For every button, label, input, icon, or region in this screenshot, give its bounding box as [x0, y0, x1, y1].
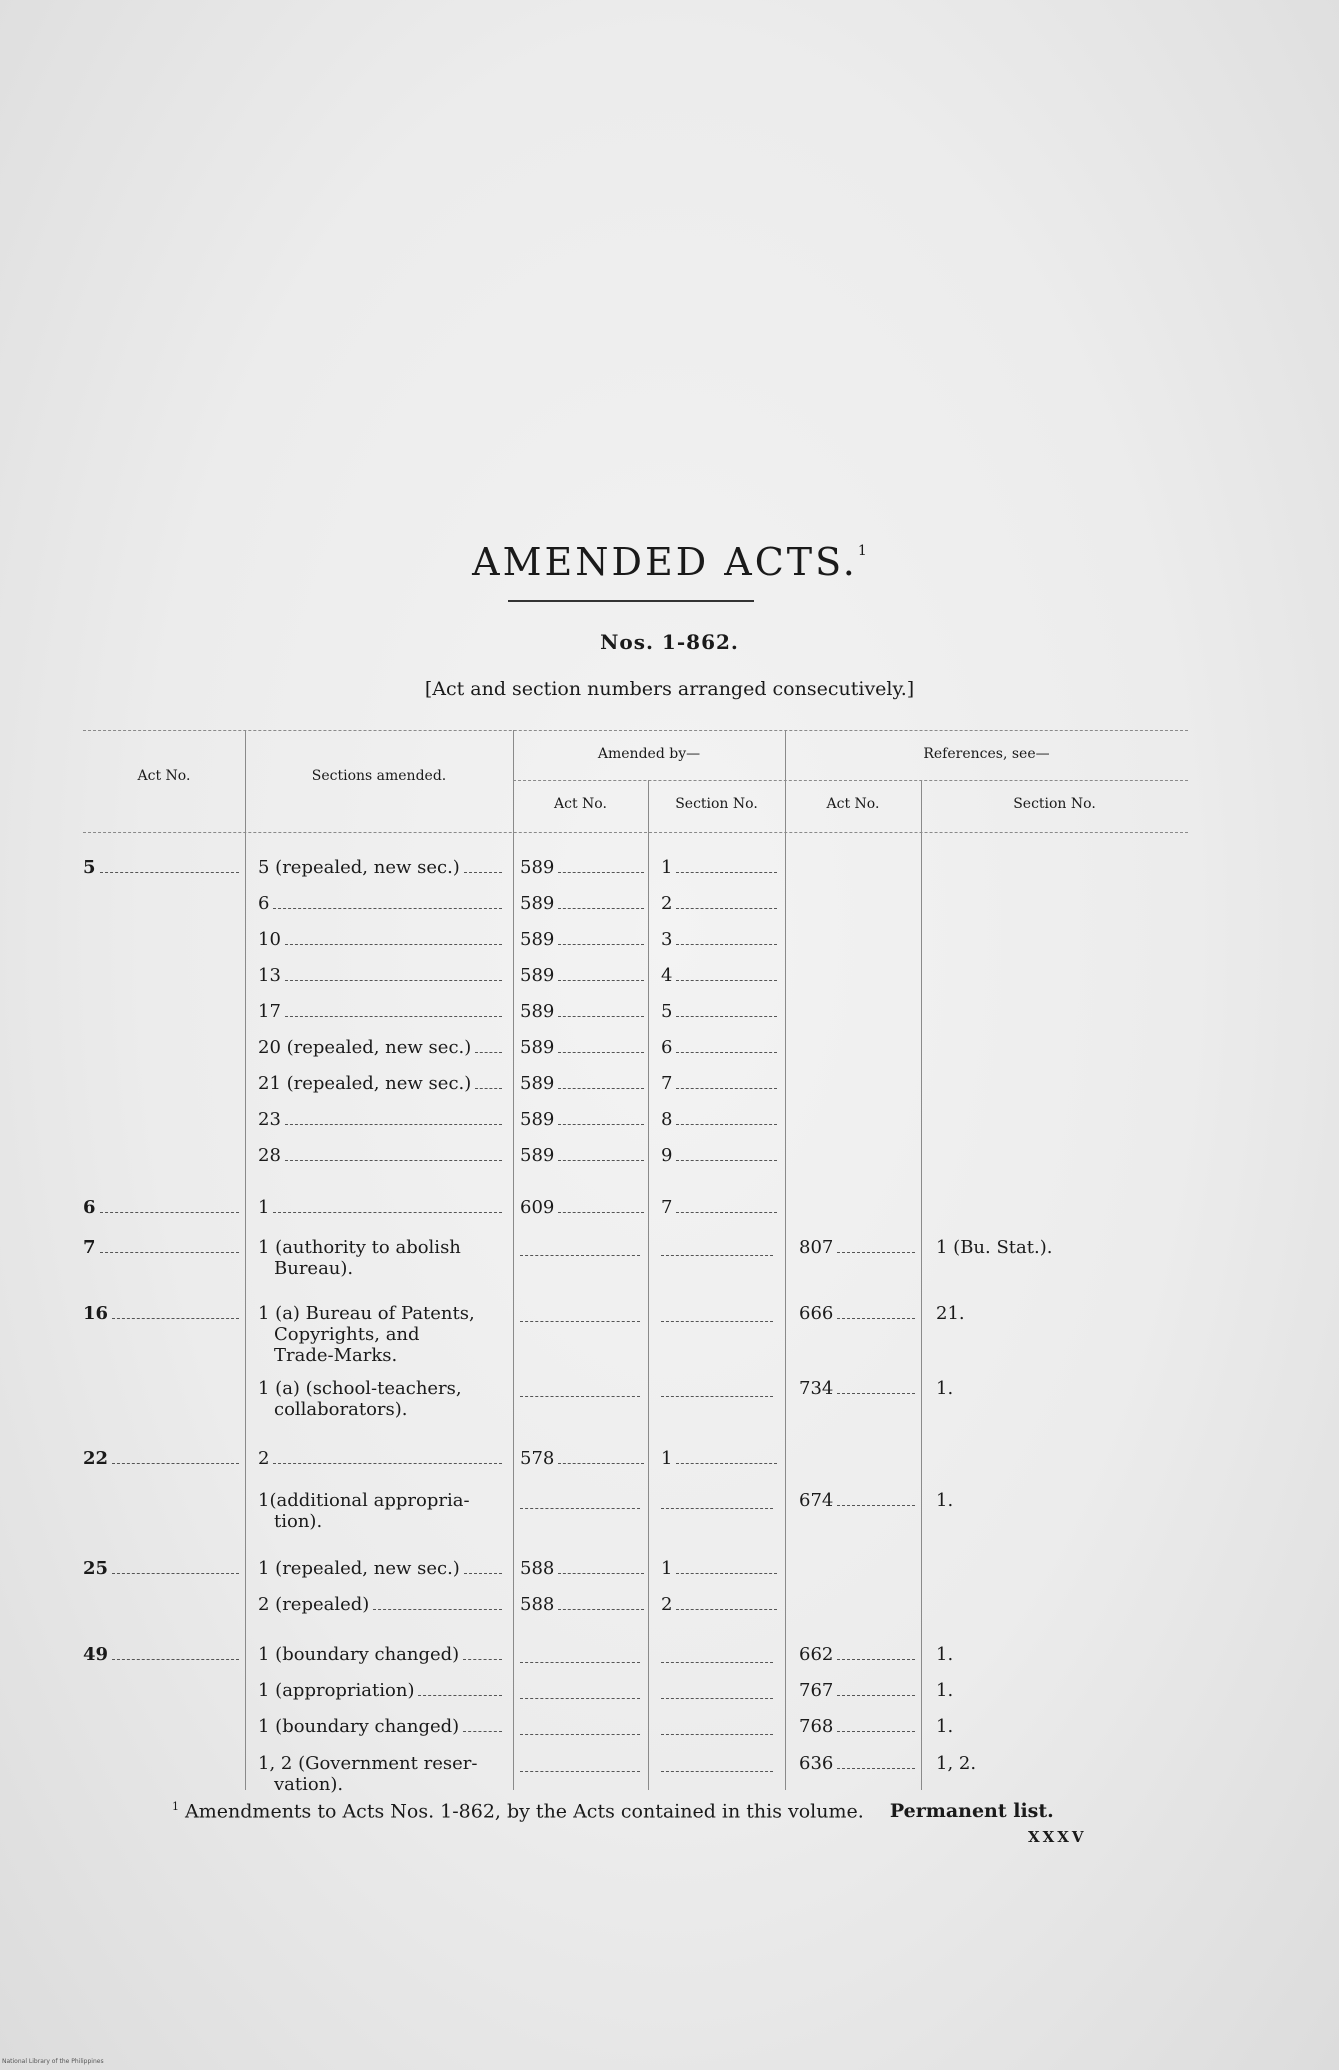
sections-amended-cell — [258, 1037, 506, 1058]
dot-leader — [100, 1252, 239, 1253]
amended-by-act-empty — [520, 1378, 648, 1397]
dot-leader — [273, 1463, 502, 1464]
amended-by-act: 589 — [520, 1145, 555, 1166]
amended-by-act: 588 — [520, 1594, 555, 1615]
amended-by-section: 9 — [661, 1145, 673, 1166]
section-line: 1(additional appropria- — [258, 1490, 470, 1511]
amended-by-act: 589 — [520, 1073, 555, 1094]
dot-leader — [837, 1318, 915, 1319]
act-number-cell — [83, 1237, 243, 1258]
section-line: 10 — [258, 929, 281, 950]
sections-amended-cell — [258, 1490, 506, 1532]
section-line: 20 (repealed, new sec.) — [258, 1037, 472, 1058]
amended-by-act-empty — [520, 1716, 648, 1735]
amended-by-section-empty — [661, 1237, 781, 1256]
reference-act-cell — [799, 1378, 919, 1399]
sections-amended-cell — [258, 893, 506, 914]
section-line: 13 — [258, 965, 281, 986]
column-divider — [921, 780, 922, 1790]
act-number-cell — [83, 1644, 243, 1665]
amended-acts-table — [83, 730, 1188, 1795]
act-number: 7 — [83, 1237, 96, 1258]
reference-section-cell — [936, 1680, 1176, 1701]
reference-act: 767 — [799, 1680, 834, 1701]
dot-leader — [558, 1016, 644, 1017]
amended-by-section: 3 — [661, 929, 673, 950]
dot-leader — [676, 1160, 777, 1161]
reference-act-cell — [799, 1716, 919, 1737]
reference-section: 1. — [936, 1490, 954, 1511]
act-number: 22 — [83, 1448, 109, 1469]
amended-by-section-cell — [661, 1594, 781, 1615]
amended-by-section-cell — [661, 929, 781, 950]
dot-leader — [475, 1052, 502, 1053]
amended-by-act-cell — [520, 1109, 648, 1130]
reference-section-cell — [936, 1753, 1176, 1774]
amended-by-section-cell — [661, 1558, 781, 1579]
dot-leader — [558, 1052, 644, 1053]
column-divider — [513, 730, 514, 1790]
dot-leader — [837, 1768, 915, 1769]
dot-leader — [112, 1318, 239, 1319]
act-number: 49 — [83, 1644, 109, 1665]
reference-section-cell — [936, 1303, 1176, 1324]
act-number: 5 — [83, 857, 96, 878]
reference-act-cell — [799, 1237, 919, 1258]
header-ref-section-no: Section No. — [1013, 796, 1096, 812]
amended-by-act-cell — [520, 1037, 648, 1058]
amended-by-act: 609 — [520, 1197, 555, 1218]
section-line: 1 (boundary changed) — [258, 1644, 460, 1665]
section-line: 1, 2 (Government reser- — [258, 1753, 478, 1774]
section-line: 1 (boundary changed) — [258, 1716, 460, 1737]
dot-leader — [837, 1695, 915, 1696]
dot-leader — [100, 1212, 239, 1213]
section-line: tion). — [274, 1511, 323, 1532]
amended-by-section: 2 — [661, 893, 673, 914]
column-divider — [245, 730, 246, 1790]
dot-leader — [676, 1463, 777, 1464]
section-line: 17 — [258, 1001, 281, 1022]
amended-by-act: 589 — [520, 893, 555, 914]
section-line: 21 (repealed, new sec.) — [258, 1073, 472, 1094]
amended-by-section: 7 — [661, 1197, 673, 1218]
amended-by-act-empty — [520, 1490, 648, 1509]
amended-by-section: 7 — [661, 1073, 673, 1094]
sections-amended-cell — [258, 1448, 506, 1469]
dot-leader — [112, 1463, 239, 1464]
act-number: 16 — [83, 1303, 109, 1324]
dot-leader — [676, 944, 777, 945]
amended-by-act: 589 — [520, 1109, 555, 1130]
dot-leader — [285, 1124, 502, 1125]
amended-by-act-cell — [520, 1073, 648, 1094]
act-number-cell — [83, 1448, 243, 1469]
sections-amended-cell — [258, 1558, 506, 1579]
dot-leader — [464, 872, 502, 873]
act-number-cell — [83, 1197, 243, 1218]
amended-by-section-empty — [661, 1490, 781, 1509]
dot-leader — [837, 1731, 915, 1732]
dot-leader — [676, 1573, 777, 1574]
amended-by-act: 589 — [520, 929, 555, 950]
sections-amended-cell — [258, 1001, 506, 1022]
amended-by-section-empty — [661, 1303, 781, 1322]
dot-leader — [418, 1695, 502, 1696]
act-number: 25 — [83, 1558, 109, 1579]
section-line: 1 (appropriation) — [258, 1680, 415, 1701]
title-footnote-mark: 1 — [857, 543, 867, 560]
act-number: 6 — [83, 1197, 96, 1218]
amended-by-section-cell — [661, 1073, 781, 1094]
reference-act: 662 — [799, 1644, 834, 1665]
amended-by-section: 5 — [661, 1001, 673, 1022]
column-divider — [785, 730, 786, 1790]
reference-section: 1. — [936, 1378, 954, 1399]
amended-by-act-empty — [520, 1644, 648, 1663]
page-title — [0, 540, 1339, 584]
section-line: 1 (a) Bureau of Patents, — [258, 1303, 475, 1324]
section-line: 2 — [258, 1448, 270, 1469]
column-divider — [648, 780, 649, 1790]
sections-amended-cell — [258, 965, 506, 986]
amended-by-act: 588 — [520, 1558, 555, 1579]
dot-leader — [100, 872, 239, 873]
reference-section: 1. — [936, 1680, 954, 1701]
amended-by-act-cell — [520, 1197, 648, 1218]
dot-leader — [676, 1016, 777, 1017]
arranged-note: [Act and section numbers arranged consecutively.] — [424, 678, 915, 700]
reference-section: 1. — [936, 1716, 954, 1737]
dot-leader — [273, 1212, 502, 1213]
footnote-permanent: Permanent list. — [889, 1800, 1054, 1823]
reference-section: 1. — [936, 1644, 954, 1665]
sections-amended-cell — [258, 1197, 506, 1218]
act-number-cell — [83, 1303, 243, 1324]
header-mid-rule — [513, 780, 1188, 781]
dot-leader — [463, 1731, 502, 1732]
amended-by-act-cell — [520, 1001, 648, 1022]
amended-by-section: 2 — [661, 1594, 673, 1615]
header-bottom-rule — [83, 832, 1188, 833]
sections-amended-cell — [258, 1594, 506, 1615]
amended-by-section-empty — [661, 1644, 781, 1663]
sections-amended-cell — [258, 857, 506, 878]
header-act-no: Act No. — [137, 768, 191, 784]
reference-section: 1 (Bu. Stat.). — [936, 1237, 1053, 1258]
header-amended-act-no: Act No. — [554, 796, 607, 812]
dot-leader — [676, 872, 777, 873]
amended-by-section-cell — [661, 1448, 781, 1469]
sections-amended-cell — [258, 1644, 506, 1665]
amended-by-section: 6 — [661, 1037, 673, 1058]
amended-by-section-cell — [661, 893, 781, 914]
amended-by-act-cell — [520, 1558, 648, 1579]
dot-leader — [837, 1252, 915, 1253]
dot-leader — [676, 908, 777, 909]
section-line: collaborators). — [274, 1399, 408, 1420]
footnote-text: Amendments to Acts Nos. 1-862, by the Acts contained in this volume. — [185, 1800, 864, 1823]
act-number-cell — [83, 1558, 243, 1579]
dot-leader — [558, 980, 644, 981]
sections-amended-cell — [258, 1378, 506, 1420]
amended-by-section-empty — [661, 1680, 781, 1699]
reference-section-cell — [936, 1716, 1176, 1737]
dot-leader — [112, 1659, 239, 1660]
amended-by-act: 589 — [520, 1001, 555, 1022]
amended-by-section: 1 — [661, 1558, 673, 1579]
section-line: Bureau). — [274, 1258, 354, 1279]
page-number: XXXV — [1028, 1828, 1087, 1846]
dot-leader — [285, 1160, 502, 1161]
section-line: 2 (repealed) — [258, 1594, 370, 1615]
dot-leader — [558, 1463, 644, 1464]
dot-leader — [558, 1160, 644, 1161]
dot-leader — [676, 1088, 777, 1089]
reference-section-cell — [936, 1490, 1176, 1511]
amended-by-act-cell — [520, 929, 648, 950]
subtitle: Nos. 1-862. — [600, 630, 739, 654]
dot-leader — [285, 980, 502, 981]
dot-leader — [676, 1052, 777, 1053]
section-line: 1 (a) (school-teachers, — [258, 1378, 462, 1399]
reference-act-cell — [799, 1644, 919, 1665]
header-references: References, see— — [923, 746, 1050, 762]
dot-leader — [475, 1088, 502, 1089]
reference-act: 636 — [799, 1753, 834, 1774]
amended-by-section-cell — [661, 857, 781, 878]
title-rule — [508, 600, 754, 602]
amended-by-section-empty — [661, 1716, 781, 1735]
reference-act-cell — [799, 1490, 919, 1511]
dot-leader — [676, 980, 777, 981]
reference-act: 734 — [799, 1378, 834, 1399]
dot-leader — [285, 944, 502, 945]
amended-by-section-empty — [661, 1753, 781, 1772]
header-sections-amended: Sections amended. — [311, 768, 447, 784]
sections-amended-cell — [258, 1237, 506, 1279]
act-number-cell — [83, 857, 243, 878]
amended-by-section-cell — [661, 1145, 781, 1166]
amended-by-act-empty — [520, 1237, 648, 1256]
section-line: vation). — [274, 1774, 344, 1795]
amended-by-act-cell — [520, 965, 648, 986]
reference-act: 674 — [799, 1490, 834, 1511]
dot-leader — [558, 1088, 644, 1089]
dot-leader — [558, 908, 644, 909]
header-ref-act-no: Act No. — [826, 796, 880, 812]
amended-by-act: 589 — [520, 1037, 555, 1058]
section-line: 1 (repealed, new sec.) — [258, 1558, 460, 1579]
amended-by-act-empty — [520, 1753, 648, 1772]
reference-act: 666 — [799, 1303, 834, 1324]
reference-section: 1, 2. — [936, 1753, 977, 1774]
sections-amended-cell — [258, 1073, 506, 1094]
footnote — [172, 1800, 1054, 1822]
sections-amended-cell — [258, 1303, 506, 1366]
amended-by-section-cell — [661, 1109, 781, 1130]
amended-by-section: 1 — [661, 1448, 673, 1469]
table-top-rule — [83, 730, 1188, 731]
dot-leader — [558, 1124, 644, 1125]
reference-section-cell — [936, 1378, 1176, 1399]
reference-act-cell — [799, 1680, 919, 1701]
section-line: 1 — [258, 1197, 270, 1218]
amended-by-section-cell — [661, 1001, 781, 1022]
dot-leader — [373, 1609, 502, 1610]
amended-by-act-cell — [520, 1448, 648, 1469]
section-line: Copyrights, and — [274, 1324, 420, 1345]
amended-by-section-cell — [661, 1197, 781, 1218]
section-line: Trade-Marks. — [274, 1345, 398, 1366]
dot-leader — [558, 872, 644, 873]
dot-leader — [558, 1573, 644, 1574]
dot-leader — [837, 1393, 915, 1394]
amended-by-section: 4 — [661, 965, 673, 986]
sections-amended-cell — [258, 1109, 506, 1130]
dot-leader — [112, 1573, 239, 1574]
title-text: AMENDED ACTS. — [472, 540, 858, 584]
header-amended-by: Amended by— — [597, 746, 701, 762]
amended-by-act: 578 — [520, 1448, 555, 1469]
amended-by-act-cell — [520, 893, 648, 914]
amended-by-act: 589 — [520, 965, 555, 986]
reference-act: 768 — [799, 1716, 834, 1737]
dot-leader — [285, 1016, 502, 1017]
dot-leader — [464, 1573, 502, 1574]
dot-leader — [837, 1505, 915, 1506]
section-line: 5 (repealed, new sec.) — [258, 857, 460, 878]
header-amended-section-no: Section No. — [675, 796, 758, 812]
amended-by-section: 8 — [661, 1109, 673, 1130]
dot-leader — [558, 1212, 644, 1213]
amended-by-act-empty — [520, 1303, 648, 1322]
sections-amended-cell — [258, 929, 506, 950]
section-line: 28 — [258, 1145, 281, 1166]
section-line: 6 — [258, 893, 270, 914]
amended-by-section-cell — [661, 1037, 781, 1058]
amended-by-act-cell — [520, 1594, 648, 1615]
amended-by-act-cell — [520, 1145, 648, 1166]
amended-by-section: 1 — [661, 857, 673, 878]
dot-leader — [558, 944, 644, 945]
dot-leader — [558, 1609, 644, 1610]
dot-leader — [837, 1659, 915, 1660]
sections-amended-cell — [258, 1716, 506, 1737]
dot-leader — [463, 1659, 502, 1660]
dot-leader — [676, 1609, 777, 1610]
reference-act-cell — [799, 1753, 919, 1774]
reference-act-cell — [799, 1303, 919, 1324]
amended-by-section-cell — [661, 965, 781, 986]
dot-leader — [273, 908, 502, 909]
amended-by-act-cell — [520, 857, 648, 878]
dot-leader — [676, 1212, 777, 1213]
reference-section: 21. — [936, 1303, 965, 1324]
section-line: 1 (authority to abolish — [258, 1237, 461, 1258]
reference-section-cell — [936, 1644, 1176, 1665]
section-line: 23 — [258, 1109, 281, 1130]
amended-by-act-empty — [520, 1680, 648, 1699]
sections-amended-cell — [258, 1145, 506, 1166]
amended-by-act: 589 — [520, 857, 555, 878]
reference-act: 807 — [799, 1237, 834, 1258]
reference-section-cell — [936, 1237, 1176, 1258]
sections-amended-cell — [258, 1680, 506, 1701]
dot-leader — [676, 1124, 777, 1125]
footnote-mark: 1 — [172, 1800, 179, 1813]
scan-credit: National Library of the Philippines — [2, 2058, 104, 2065]
sections-amended-cell — [258, 1753, 506, 1795]
amended-by-section-empty — [661, 1378, 781, 1397]
